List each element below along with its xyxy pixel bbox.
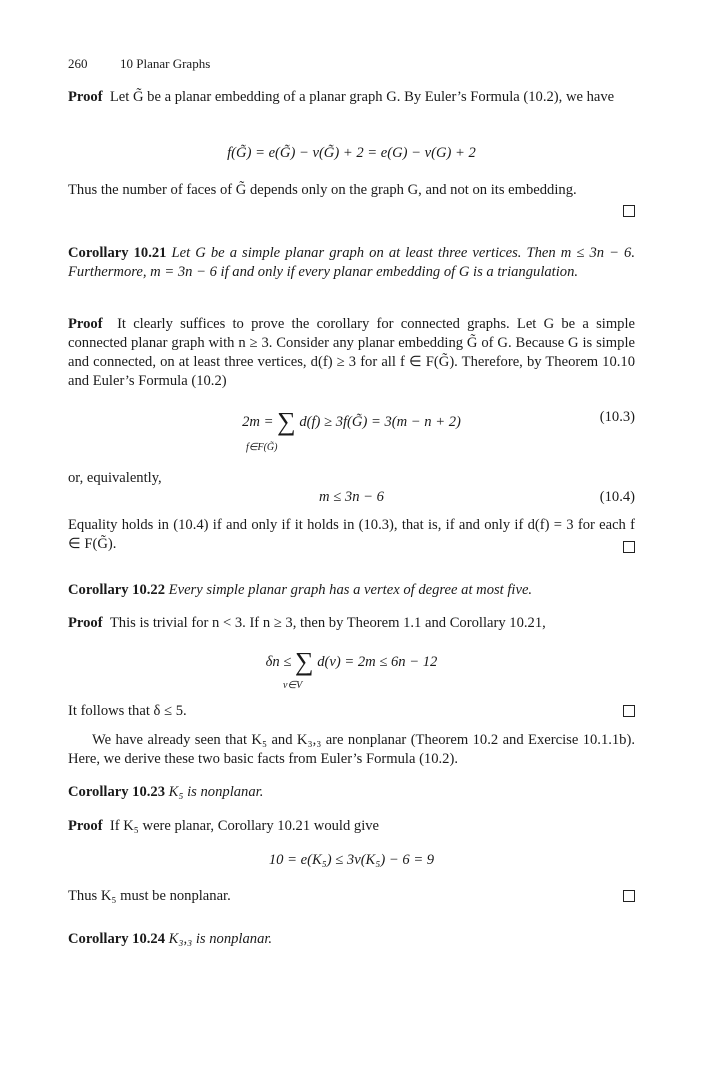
equation-k5: 10 = e(K₅) ≤ 3v(K₅) − 6 = 9 xyxy=(268,852,435,868)
equation-number: (10.3) xyxy=(599,409,635,425)
proof-2-intro xyxy=(68,315,635,391)
corollary-label: Corollary 10.22 xyxy=(68,582,166,598)
proof-text: It follows that δ ≤ 5. xyxy=(68,703,187,719)
proof-2-or xyxy=(68,469,635,488)
proof-1-intro xyxy=(68,88,635,107)
proof-text: This is trivial for n < 3. If n ≥ 3, then by Theorem 1.1 and Corollary 10.21, xyxy=(109,615,546,631)
eq-subscript: v∈V xyxy=(283,680,303,691)
proof-3-conclusion xyxy=(68,702,635,721)
eq-left: δn ≤ xyxy=(265,654,292,670)
proof-2-conclusion xyxy=(68,516,635,554)
corollary-statement: Let G be a simple planar graph on at least three vertices. Then m ≤ 3n − 6. Furthermore, m = 3n − 6 if and only if every planar embedding of G is a triangulation. xyxy=(68,245,635,280)
corollary-statement: K₅ is nonplanar. xyxy=(168,784,264,800)
corollary-10-22 xyxy=(68,581,635,600)
proof-3-intro xyxy=(68,614,635,633)
corollary-statement: K₃,₃ is nonplanar. xyxy=(168,931,273,947)
eq3-right: d(f) ≥ 3f(G̃) = 3(m − n + 2) xyxy=(299,414,461,430)
proof-label: Proof xyxy=(68,316,103,332)
eq3-subscript: f∈F(G̃) xyxy=(246,442,278,453)
eq3-left: 2m = xyxy=(242,414,274,430)
proof-text: Thus the number of faces of G̃ depends only on the graph G, and not on its embedding. xyxy=(68,182,577,198)
sum-symbol: ∑ xyxy=(295,647,314,676)
equation-10-4 xyxy=(68,488,635,507)
equation-number: (10.4) xyxy=(599,489,635,505)
page-number: 260 xyxy=(68,56,88,71)
proof-label: Proof xyxy=(68,615,103,631)
proof-text: Thus K₅ must be nonplanar. xyxy=(68,888,231,904)
proof-text: or, equivalently, xyxy=(68,470,162,486)
qed-box xyxy=(623,541,635,553)
qed-box xyxy=(623,705,635,717)
running-header xyxy=(68,54,210,73)
proof-1-conclusion xyxy=(68,181,635,200)
chapter-title: 10 Planar Graphs xyxy=(120,56,211,71)
corollary-label: Corollary 10.23 xyxy=(68,784,166,800)
eq-right: d(v) = 2m ≤ 6n − 12 xyxy=(317,654,438,670)
paragraph xyxy=(68,731,635,769)
proof-4-conclusion xyxy=(68,887,635,906)
proof-text: If K₅ were planar, Corollary 10.21 would give xyxy=(109,818,380,834)
proof-label: Proof xyxy=(68,89,103,105)
sum-symbol: ∑ xyxy=(277,407,296,436)
corollary-label: Corollary 10.24 xyxy=(68,931,166,947)
equation-faces: f(G̃) = e(G̃) − v(G̃) + 2 = e(G) − v(G) + 2 xyxy=(227,145,476,161)
equation-10-3 xyxy=(68,407,635,453)
proof-text: It clearly suffices to prove the corollary for connected graphs. Let G be a simple connected planar graph with n ≥ 3. Consider any planar embedding G̃ of G. Because G is simple and connected, on at least three vertices, d(f) ≥ 3 for all f ∈ F(G̃). Therefore, by Theorem 10.10 and Euler’s Formula (10.2) xyxy=(68,316,635,389)
qed-box xyxy=(623,890,635,902)
corollary-10-24 xyxy=(68,930,635,949)
corollary-10-21 xyxy=(68,244,635,282)
proof-4-intro xyxy=(68,817,635,836)
corollary-10-23 xyxy=(68,783,635,802)
eq4: m ≤ 3n − 6 xyxy=(319,489,384,505)
proof-text: Equality holds in (10.4) if and only if it holds in (10.3), that is, if and only if d(f) = 3 for each f ∈ F(G̃). xyxy=(68,517,635,552)
qed-box xyxy=(623,205,635,217)
proof-label: Proof xyxy=(68,818,103,834)
proof-text: Let G̃ be a planar embedding of a planar graph G. By Euler’s Formula (10.2), we have xyxy=(109,89,615,105)
corollary-statement: Every simple planar graph has a vertex of degree at most five. xyxy=(168,582,533,598)
equation-degree-sum xyxy=(68,647,635,691)
paragraph-text: We have already seen that K₅ and K₃,₃ are nonplanar (Theorem 10.2 and Exercise 10.1.1b). Here, we derive these two basic facts from Euler’s Formula (10.2). xyxy=(68,732,635,767)
corollary-label: Corollary 10.21 xyxy=(68,245,167,261)
